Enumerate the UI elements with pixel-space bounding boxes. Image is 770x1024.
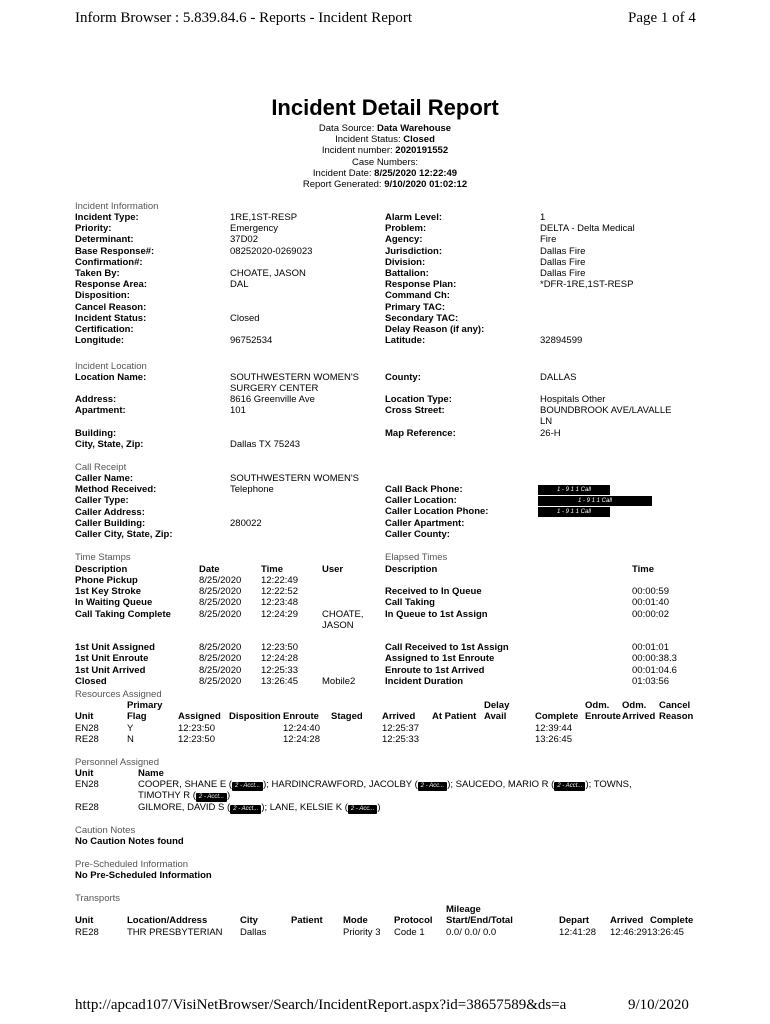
column-header: Odm. xyxy=(622,700,647,711)
redaction-bar: 1 - 9 1 1 Call xyxy=(538,507,610,517)
transport-unit: RE28 xyxy=(75,927,99,938)
address-value: 8616 Greenville Ave xyxy=(230,394,315,405)
location-name-value: SOUTHWESTERN WOMEN'S SURGERY CENTER xyxy=(230,372,360,395)
column-header: Arrived xyxy=(382,711,416,722)
column-header: Complete xyxy=(535,711,579,722)
column-header: Date xyxy=(199,564,220,575)
redaction-bar: 2 - Acct... xyxy=(554,782,585,791)
column-header: Depart xyxy=(559,915,590,926)
column-header: Mileage xyxy=(446,904,481,915)
column-header: Arrived xyxy=(622,711,656,722)
map-reference-value: 26-H xyxy=(540,428,561,439)
incident-info-right-values: 1 DELTA - Delta Medical Fire Dallas Fire Dallas Fire Dallas Fire *DFR-1RE,1ST-RESP 32894599 xyxy=(540,212,635,347)
personnel-names-continued: TIMOTHY R ( 2 - Acct... ) xyxy=(138,790,231,801)
location-type-value: Hospitals Other xyxy=(540,394,606,405)
transport-mileage: 0.0/ 0.0/ 0.0 xyxy=(446,927,497,938)
prescheduled-text: No Pre-Scheduled Information xyxy=(75,870,212,881)
column-header: Unit xyxy=(75,915,94,926)
transport-arrived-complete: 12:46:2913:26:45 xyxy=(610,927,684,938)
resource-assigned: 12:23:50 xyxy=(178,723,215,734)
section-heading-caution-notes: Caution Notes xyxy=(75,825,136,836)
column-header: Arrived xyxy=(610,915,644,926)
redaction-bar: 2 - Acc... xyxy=(348,805,377,814)
location-type-label: Location Type: xyxy=(385,394,452,405)
incident-info-left-values: 1RE,1ST-RESP Emergency 37D02 08252020-0269023 CHOATE, JASON DAL Closed 96752534 xyxy=(230,212,313,347)
incident-info-right-labels: Alarm Level: Problem: Agency: Jurisdiction: Division: Battalion: Response Plan: Command Ch: Primary TAC: Secondary TAC: Delay Reason (if any): Latitude: xyxy=(385,212,485,347)
column-header: Avail xyxy=(484,711,507,722)
time-stamps-dates: 8/25/2020 8/25/2020 8/25/2020 8/25/2020 8/25/2020 8/25/2020 8/25/2020 8/25/2020 xyxy=(199,575,242,687)
section-heading-transports: Transports xyxy=(75,893,121,904)
caution-notes-text: No Caution Notes found xyxy=(75,836,184,847)
resource-assigned: 12:23:50 xyxy=(178,734,215,745)
resource-arrived: 12:25:33 xyxy=(382,734,419,745)
call-receipt-right-labels: Call Back Phone: Caller Location: Caller Location Phone: Caller Apartment: Caller County: xyxy=(385,484,489,540)
column-header: Protocol xyxy=(394,915,433,926)
incident-info-left-labels: Incident Type: Priority: Determinant: Base Response#: Confirmation#: Taken By: Response Area: Disposition: Cancel Reason: Incident Status: Certification: Longitude: xyxy=(75,212,155,347)
meta-line: Data Source: Data Warehouse xyxy=(318,123,452,134)
redaction-bar: 2 - Acct... xyxy=(232,782,263,791)
section-heading-call-receipt: Call Receipt xyxy=(75,462,127,473)
meta-line: Incident Date: 8/25/2020 12:22:49 xyxy=(312,167,458,179)
column-header: Flag xyxy=(127,711,147,722)
column-header: Mode xyxy=(343,915,368,926)
redaction-bar: 1 - 9 1 1 Call xyxy=(538,496,652,506)
apartment-label: Apartment: xyxy=(75,405,126,416)
time-stamps-users: CHOATE, JASON Mobile2 xyxy=(322,608,364,687)
report-title: Incident Detail Report xyxy=(271,95,499,120)
address-label: Address: xyxy=(75,394,117,405)
resource-enroute: 12:24:40 xyxy=(283,723,320,734)
footer-date: 9/10/2020 xyxy=(628,997,689,1013)
personnel-unit: EN28 xyxy=(75,779,99,790)
city-state-zip-label: City, State, Zip: xyxy=(75,439,144,450)
column-header: Complete xyxy=(650,915,694,926)
cross-street-value: BOUNDBROOK AVE/LAVALLE LN xyxy=(540,405,672,428)
time-stamps-descriptions: Phone Pickup 1st Key Stroke In Waiting Queue Call Taking Complete 1st Unit Assigned 1st Unit Enroute 1st Unit Arrived Closed xyxy=(75,575,171,687)
column-header: Assigned xyxy=(178,711,221,722)
call-receipt-left-values: SOUTHWESTERN WOMEN'S Telephone 280022 xyxy=(230,473,360,529)
resource-complete: 12:39:44 xyxy=(535,723,572,734)
redaction-bar: 2 - Acct... xyxy=(230,805,261,814)
resource-complete: 13:26:45 xyxy=(535,734,572,745)
personnel-unit: RE28 xyxy=(75,802,99,813)
column-header: Enroute xyxy=(585,711,621,722)
browser-header-title: Inform Browser : 5.839.84.6 - Reports - Incident Report xyxy=(75,10,413,26)
column-header: Description xyxy=(385,564,438,575)
column-header: Delay xyxy=(484,700,510,711)
section-heading-personnel-assigned: Personnel Assigned xyxy=(75,757,159,768)
column-header: Description xyxy=(75,564,128,575)
elapsed-descriptions: Received to In Queue Call Taking In Queue to 1st Assign Call Received to 1st Assign Assigned to 1st Enroute Enroute to 1st Arrived Incident Duration xyxy=(385,586,509,687)
section-heading-incident-information: Incident Information xyxy=(75,201,159,212)
map-reference-label: Map Reference: xyxy=(385,428,456,439)
building-label: Building: xyxy=(75,428,117,439)
personnel-names: GILMORE, DAVID S ( 2 - Acct... ); LANE, KELSIE K ( 2 - Acc... ) xyxy=(138,802,381,813)
personnel-names: COOPER, SHANE E ( 2 - Acct... ); HARDINCRAWFORD, JACOLBY ( 2 - Acc... ); SAUCEDO, MARIO R ( 2 - Acct... ); TOWNS, xyxy=(138,779,632,790)
apartment-value: 101 xyxy=(230,405,246,416)
column-header: Reason xyxy=(659,711,694,722)
city-state-zip-value: Dallas TX 75243 xyxy=(230,439,301,450)
redaction-bar: 2 - Acc... xyxy=(418,782,447,791)
resource-flag: N xyxy=(127,734,134,745)
section-heading-prescheduled: Pre-Scheduled Information xyxy=(75,859,189,870)
time-stamps-times: 12:22:49 12:22:52 12:23:48 12:24:29 12:23:50 12:24:28 12:25:33 13:26:45 xyxy=(261,575,298,687)
column-header: City xyxy=(240,915,258,926)
page-number: Page 1 of 4 xyxy=(628,10,696,26)
column-header: User xyxy=(322,564,344,575)
resource-unit: RE28 xyxy=(75,734,99,745)
column-header: At Patient xyxy=(432,711,477,722)
column-header: Patient xyxy=(291,915,323,926)
column-header: Staged xyxy=(331,711,363,722)
meta-line: Report Generated: 9/10/2020 01:02:12 xyxy=(302,179,468,191)
report-meta xyxy=(0,123,770,190)
column-header: Name xyxy=(138,768,164,779)
resource-arrived: 12:25:37 xyxy=(382,723,419,734)
section-heading-incident-location: Incident Location xyxy=(75,361,147,372)
column-header: Odm. xyxy=(585,700,610,711)
column-header: Enroute xyxy=(283,711,319,722)
column-header: Cancel xyxy=(659,700,691,711)
column-header: Start/End/Total xyxy=(446,915,513,926)
meta-line: Case Numbers: xyxy=(352,156,418,168)
redaction-bar: 1 - 9 1 1 Call xyxy=(538,485,610,495)
resource-unit: EN28 xyxy=(75,723,99,734)
location-name-label: Location Name: xyxy=(75,372,147,383)
section-heading-elapsed-times: Elapsed Times xyxy=(385,552,448,563)
call-receipt-left-labels: Caller Name: Method Received: Caller Type: Caller Address: Caller Building: Caller City, State, Zip: xyxy=(75,473,173,540)
column-header: Disposition xyxy=(229,711,281,722)
section-heading-time-stamps: Time Stamps xyxy=(75,552,131,563)
transport-depart: 12:41:28 xyxy=(559,927,596,938)
resource-enroute: 12:24:28 xyxy=(283,734,320,745)
column-header: Location/Address xyxy=(127,915,208,926)
transport-mode: Priority 3 xyxy=(343,927,381,938)
county-value: DALLAS xyxy=(540,372,577,383)
column-header: Time xyxy=(261,564,284,575)
column-header: Time xyxy=(632,564,655,575)
column-header: Unit xyxy=(75,768,94,779)
resource-flag: Y xyxy=(127,723,134,734)
county-label: County: xyxy=(385,372,421,383)
column-header: Unit xyxy=(75,711,94,722)
transport-city: Dallas xyxy=(240,927,267,938)
redaction-bar: 2 - Acct... xyxy=(196,793,227,802)
column-header: Primary xyxy=(127,700,163,711)
elapsed-times-values: 00:00:59 00:01:40 00:00:02 00:01:01 00:00:38.3 00:01:04.6 01:03:56 xyxy=(632,586,677,687)
meta-line: Incident Status: Closed xyxy=(335,134,435,146)
cross-street-label: Cross Street: xyxy=(385,405,445,416)
footer-url[interactable]: http://apcad107/VisiNetBrowser/Search/IncidentReport.aspx?id=38657589&ds=a xyxy=(75,997,567,1013)
meta-line: Incident number: 2020191552 xyxy=(321,145,449,157)
transport-protocol: Code 1 xyxy=(394,927,425,938)
transport-location: THR PRESBYTERIAN xyxy=(127,927,223,938)
section-heading-resources-assigned: Resources Assigned xyxy=(75,689,162,700)
